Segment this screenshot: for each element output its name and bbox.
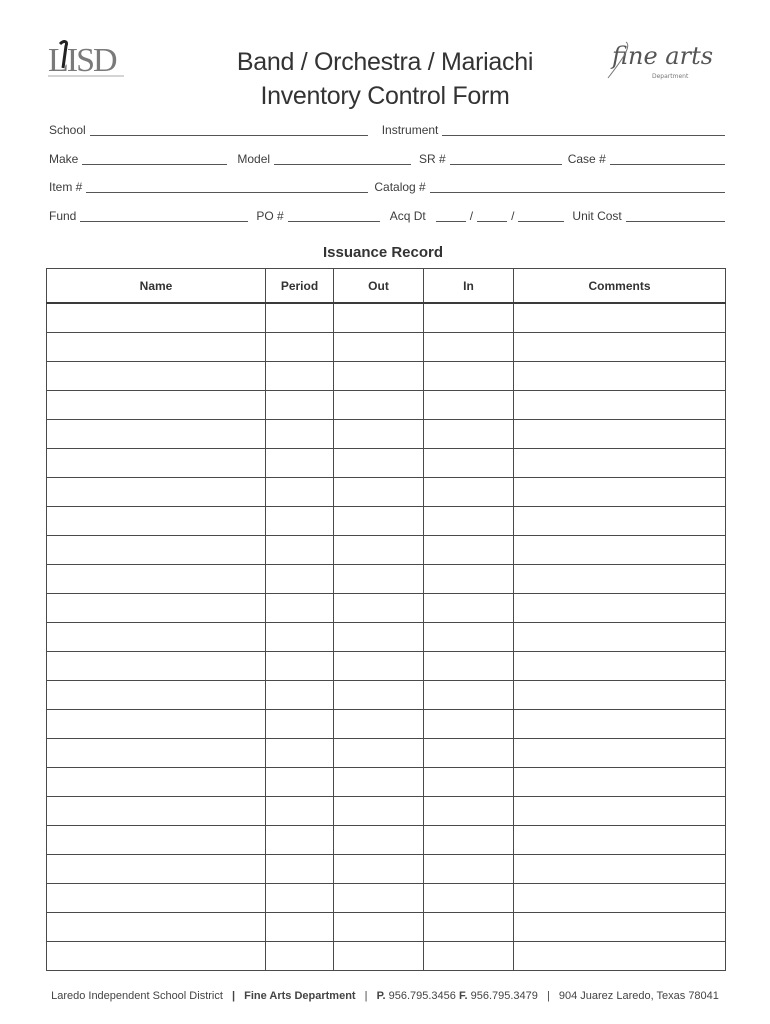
cell-name[interactable] (47, 536, 266, 565)
table-row (47, 478, 726, 507)
cell-out[interactable] (334, 333, 424, 362)
cell-in[interactable] (424, 594, 514, 623)
cell-name[interactable] (47, 478, 266, 507)
cell-in[interactable] (424, 420, 514, 449)
table-row (47, 768, 726, 797)
table-row (47, 652, 726, 681)
cell-comments[interactable] (514, 420, 726, 449)
fund-label: Fund (49, 209, 77, 223)
cell-in[interactable] (424, 942, 514, 971)
cell-period[interactable] (266, 797, 334, 826)
table-row (47, 710, 726, 739)
cell-in[interactable] (424, 333, 514, 362)
cell-out[interactable] (334, 768, 424, 797)
cell-period[interactable] (266, 913, 334, 942)
cell-period[interactable] (266, 333, 334, 362)
cell-out[interactable] (334, 565, 424, 594)
field-row-fund (49, 207, 725, 223)
cell-out[interactable] (334, 884, 424, 913)
cell-out[interactable] (334, 797, 424, 826)
table-row (47, 884, 726, 913)
cell-out[interactable] (334, 536, 424, 565)
cell-out[interactable] (334, 507, 424, 536)
cell-comments[interactable] (514, 652, 726, 681)
cell-period[interactable] (266, 536, 334, 565)
cell-in[interactable] (424, 826, 514, 855)
cell-in[interactable] (424, 710, 514, 739)
cell-name[interactable] (47, 362, 266, 391)
school-label: School (49, 123, 86, 137)
cell-comments[interactable] (514, 507, 726, 536)
cell-out[interactable] (334, 362, 424, 391)
acq-dt-label: Acq Dt (389, 209, 426, 223)
cell-period[interactable] (266, 826, 334, 855)
item-field[interactable] (86, 180, 368, 193)
form-title-line1: Band / Orchestra / Mariachi (236, 48, 534, 76)
cell-comments[interactable] (514, 478, 726, 507)
cell-comments[interactable] (514, 826, 726, 855)
po-field[interactable] (288, 209, 380, 222)
footer-separator: | (364, 990, 368, 1002)
cell-name[interactable] (47, 739, 266, 768)
issuance-table-body (47, 303, 726, 971)
case-field[interactable] (610, 152, 725, 165)
model-field[interactable] (274, 152, 411, 165)
cell-in[interactable] (424, 478, 514, 507)
table-row (47, 420, 726, 449)
cell-name[interactable] (47, 420, 266, 449)
cell-comments[interactable] (514, 768, 726, 797)
table-row (47, 623, 726, 652)
cell-out[interactable] (334, 710, 424, 739)
catalog-label: Catalog # (374, 180, 426, 194)
cell-comments[interactable] (514, 855, 726, 884)
cell-period[interactable] (266, 739, 334, 768)
cell-period[interactable] (266, 710, 334, 739)
footer-fax: 956.795.3479 (470, 990, 538, 1002)
model-label: Model (237, 152, 271, 166)
acq-dt-month-field[interactable] (436, 209, 466, 222)
cell-in[interactable] (424, 681, 514, 710)
cell-name[interactable] (47, 942, 266, 971)
table-row (47, 942, 726, 971)
cell-comments[interactable] (514, 362, 726, 391)
footer-phone-label: P. (376, 990, 386, 1002)
cell-period[interactable] (266, 391, 334, 420)
table-row (47, 391, 726, 420)
make-label: Make (49, 152, 79, 166)
make-field[interactable] (82, 152, 227, 165)
cell-period[interactable] (266, 942, 334, 971)
case-label: Case # (567, 152, 606, 166)
cell-name[interactable] (47, 623, 266, 652)
cell-period[interactable] (266, 855, 334, 884)
cell-out[interactable] (334, 478, 424, 507)
sr-field[interactable] (450, 152, 562, 165)
cell-period[interactable] (266, 768, 334, 797)
column-header-in: In (424, 269, 514, 304)
table-row (47, 565, 726, 594)
cell-name[interactable] (47, 826, 266, 855)
date-separator: / (511, 209, 515, 223)
cell-name[interactable] (47, 333, 266, 362)
table-row (47, 681, 726, 710)
instrument-field[interactable] (442, 123, 725, 136)
cell-in[interactable] (424, 652, 514, 681)
cell-period[interactable] (266, 594, 334, 623)
cell-name[interactable] (47, 391, 266, 420)
cell-in[interactable] (424, 623, 514, 652)
cell-out[interactable] (334, 391, 424, 420)
cell-out[interactable] (334, 652, 424, 681)
table-row (47, 507, 726, 536)
cell-period[interactable] (266, 420, 334, 449)
table-header-row (47, 269, 726, 304)
svg-text:Department: Department (652, 73, 689, 80)
cell-comments[interactable] (514, 594, 726, 623)
cell-period[interactable] (266, 623, 334, 652)
footer-separator: | (546, 990, 550, 1002)
cell-in[interactable] (424, 855, 514, 884)
cell-in[interactable] (424, 391, 514, 420)
cell-period[interactable] (266, 652, 334, 681)
cell-comments[interactable] (514, 739, 726, 768)
table-row (47, 826, 726, 855)
cell-period[interactable] (266, 449, 334, 478)
cell-out[interactable] (334, 942, 424, 971)
cell-in[interactable] (424, 797, 514, 826)
fund-field[interactable] (80, 209, 248, 222)
footer-address: 904 Juarez Laredo, Texas 78041 (558, 990, 719, 1002)
cell-comments[interactable] (514, 913, 726, 942)
svg-text:LISD: LISD (48, 42, 116, 79)
footer-fax-label: F. (458, 990, 468, 1002)
cell-name[interactable] (47, 449, 266, 478)
unit-cost-label: Unit Cost (572, 209, 622, 223)
cell-period[interactable] (266, 884, 334, 913)
cell-period[interactable] (266, 362, 334, 391)
footer-department: Fine Arts Department (244, 990, 356, 1002)
cell-comments[interactable] (514, 884, 726, 913)
cell-name[interactable] (47, 681, 266, 710)
cell-period[interactable] (266, 681, 334, 710)
acq-dt-year-field[interactable] (518, 209, 564, 222)
column-header-comments: Comments (514, 269, 726, 304)
table-row (47, 362, 726, 391)
item-label: Item # (49, 180, 83, 194)
cell-name[interactable] (47, 507, 266, 536)
cell-comments[interactable] (514, 333, 726, 362)
field-row-make (49, 150, 725, 166)
cell-name[interactable] (47, 913, 266, 942)
cell-in[interactable] (424, 303, 514, 333)
cell-name[interactable] (47, 768, 266, 797)
cell-comments[interactable] (514, 303, 726, 333)
table-row (47, 536, 726, 565)
cell-out[interactable] (334, 826, 424, 855)
table-row (47, 855, 726, 884)
table-row (47, 739, 726, 768)
cell-out[interactable] (334, 420, 424, 449)
cell-comments[interactable] (514, 797, 726, 826)
cell-comments[interactable] (514, 391, 726, 420)
footer-district: Laredo Independent School District (51, 990, 223, 1002)
cell-comments[interactable] (514, 449, 726, 478)
footer-separator: | (231, 990, 236, 1002)
cell-out[interactable] (334, 913, 424, 942)
cell-in[interactable] (424, 913, 514, 942)
cell-comments[interactable] (514, 565, 726, 594)
cell-comments[interactable] (514, 536, 726, 565)
field-row-item (49, 178, 725, 194)
catalog-field[interactable] (430, 180, 725, 193)
school-field[interactable] (90, 123, 368, 136)
footer (0, 990, 770, 1002)
cell-comments[interactable] (514, 710, 726, 739)
field-row-school (49, 121, 725, 137)
cell-in[interactable] (424, 507, 514, 536)
cell-name[interactable] (47, 565, 266, 594)
cell-out[interactable] (334, 739, 424, 768)
sr-label: SR # (419, 152, 446, 166)
cell-out[interactable] (334, 303, 424, 333)
cell-in[interactable] (424, 739, 514, 768)
column-header-period: Period (266, 269, 334, 304)
cell-period[interactable] (266, 478, 334, 507)
table-row (47, 797, 726, 826)
column-header-name: Name (47, 269, 266, 304)
cell-comments[interactable] (514, 623, 726, 652)
footer-phone: 956.795.3456 (388, 990, 456, 1002)
cell-in[interactable] (424, 449, 514, 478)
table-row (47, 303, 726, 333)
cell-out[interactable] (334, 449, 424, 478)
cell-out[interactable] (334, 681, 424, 710)
cell-in[interactable] (424, 565, 514, 594)
issuance-table (46, 268, 726, 971)
cell-comments[interactable] (514, 681, 726, 710)
cell-in[interactable] (424, 884, 514, 913)
cell-name[interactable] (47, 884, 266, 913)
svg-text:fine arts: fine arts (612, 42, 714, 70)
table-row (47, 594, 726, 623)
cell-name[interactable] (47, 303, 266, 333)
cell-name[interactable] (47, 797, 266, 826)
po-label: PO # (256, 209, 284, 223)
cell-name[interactable] (47, 855, 266, 884)
cell-period[interactable] (266, 565, 334, 594)
issuance-record-title: Issuance Record (322, 244, 444, 261)
cell-out[interactable] (334, 855, 424, 884)
table-row (47, 333, 726, 362)
acq-dt-day-field[interactable] (477, 209, 507, 222)
instrument-label: Instrument (381, 123, 439, 137)
cell-in[interactable] (424, 362, 514, 391)
cell-period[interactable] (266, 507, 334, 536)
cell-comments[interactable] (514, 942, 726, 971)
cell-out[interactable] (334, 594, 424, 623)
form-title-line2: Inventory Control Form (260, 82, 510, 110)
unit-cost-field[interactable] (626, 209, 725, 222)
cell-name[interactable] (47, 652, 266, 681)
cell-out[interactable] (334, 623, 424, 652)
table-row (47, 913, 726, 942)
column-header-out: Out (334, 269, 424, 304)
cell-name[interactable] (47, 594, 266, 623)
date-separator: / (469, 209, 474, 223)
table-row (47, 449, 726, 478)
cell-in[interactable] (424, 768, 514, 797)
cell-name[interactable] (47, 710, 266, 739)
cell-in[interactable] (424, 536, 514, 565)
cell-period[interactable] (266, 303, 334, 333)
